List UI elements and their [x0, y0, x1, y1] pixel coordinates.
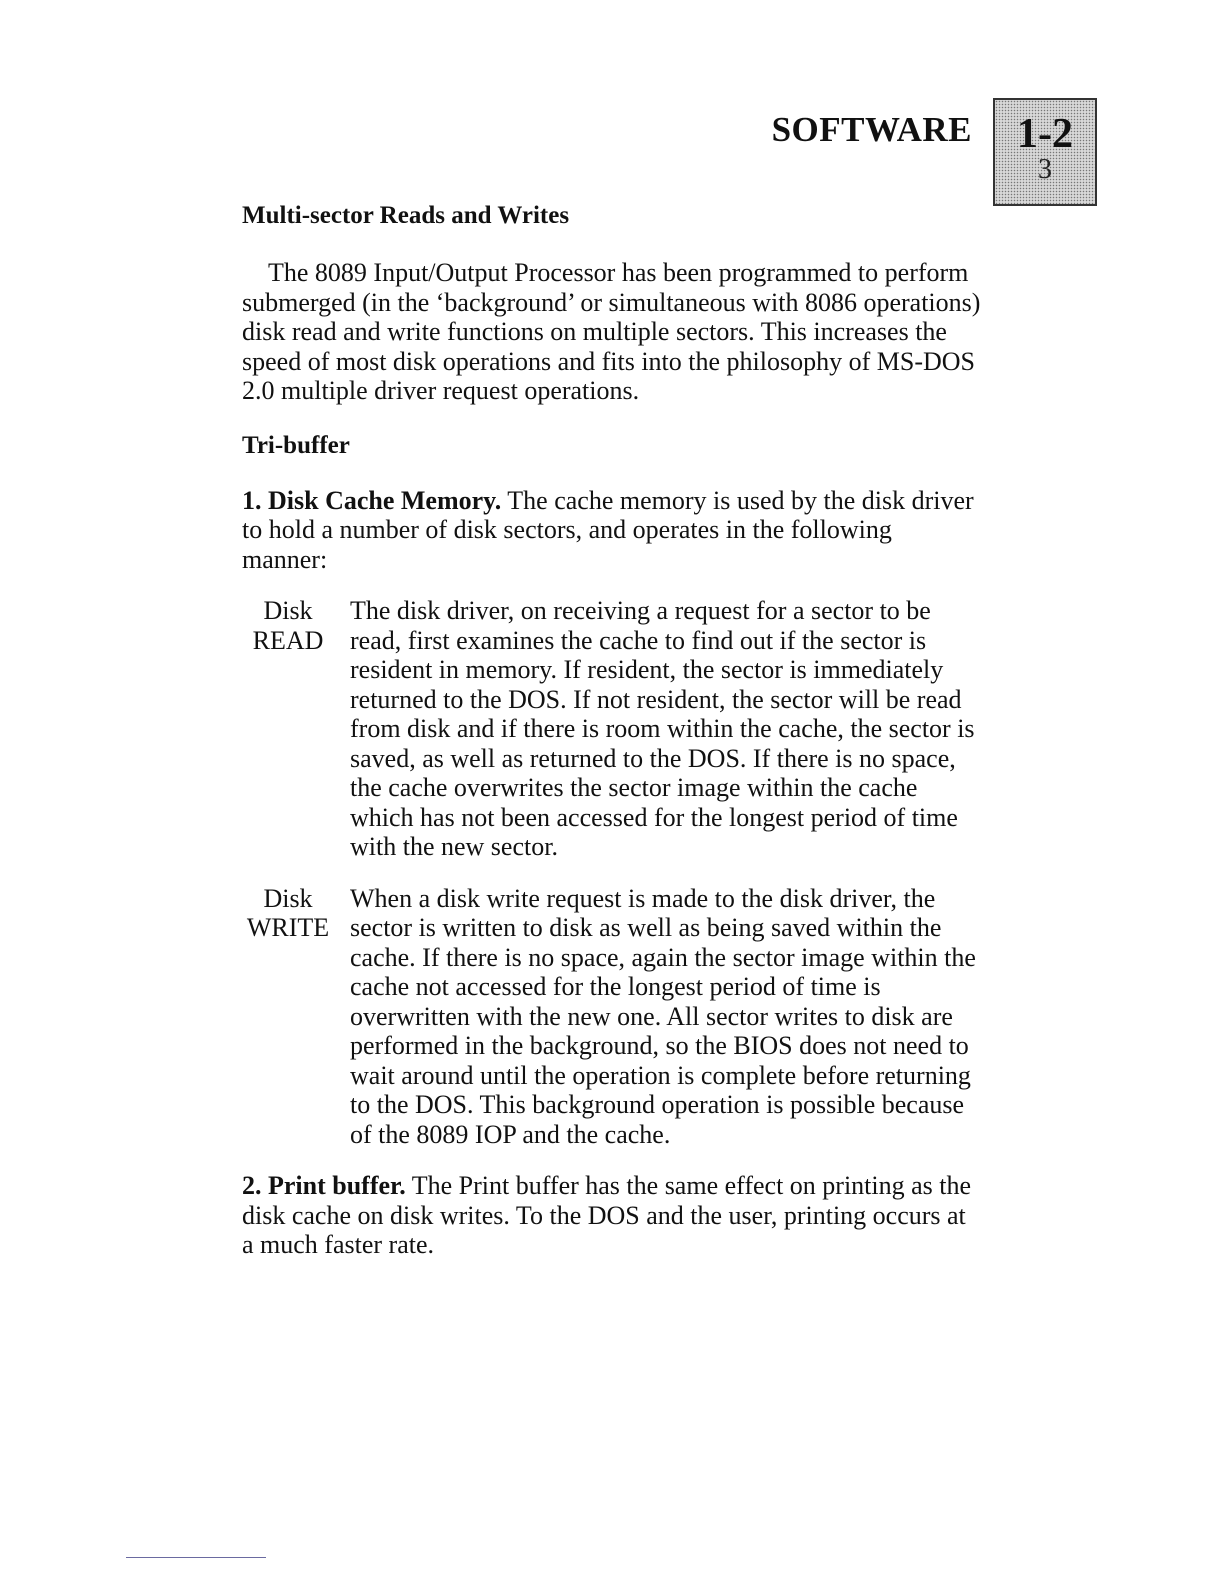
disk-cache-paragraph	[242, 486, 982, 575]
print-buffer-paragraph	[242, 1171, 982, 1260]
disk-write-definition	[242, 884, 982, 1150]
page-title: SOFTWARE	[771, 110, 972, 149]
print-buffer-lead: 2. Print buffer.	[242, 1171, 406, 1200]
disk-read-term-line-1: Disk	[263, 596, 313, 625]
section-tab	[993, 98, 1097, 206]
disk-read-definition	[242, 596, 982, 862]
section-tab-page-number: 3	[1038, 154, 1052, 185]
disk-cache-lead: 1. Disk Cache Memory.	[242, 485, 502, 515]
tri-buffer-heading: Tri-buffer	[242, 431, 350, 459]
disk-read-term-line-2: READ	[252, 625, 324, 655]
multi-sector-paragraph: The 8089 Input/Output Processor has been programmed to perform submerged (in the ‘background’ or simultaneous with 8086 operations) disk read and write functions on multiple sectors. This increases the speed of most disk operations and fits into the philosophy of MS-DOS 2.0 multiple driver request operations.	[242, 258, 981, 405]
disk-cache-body: The cache memory is used by the disk driver to hold a number of disk sectors, and operates in the following manner:	[242, 485, 974, 574]
section-tab-chapter: 1-2	[1017, 111, 1073, 157]
disk-write-term-line-2: WRITE	[246, 913, 330, 942]
print-buffer-body: The Print buffer has the same effect on printing as the disk cache on disk writes. To the DOS and the user, printing occurs at a much faster rate.	[242, 1171, 972, 1259]
disk-write-term-line-1: Disk	[263, 883, 313, 913]
disk-read-description: The disk driver, on receiving a request for a sector to be read, first examines the cache to find out if the sector is resident in memory. If resident, the sector is immediately returned to the DOS. If not resident, the sector will be read from disk and if there is room within the cache, the sector is saved, as well as returned to the DOS. If there is no space, the cache overwrites the sector image within the cache which has not been accessed for the longest period of time with the new sector.	[350, 596, 975, 861]
page-content	[242, 198, 982, 1260]
disk-write-description: When a disk write request is made to the disk driver, the sector is written to disk as well as being saved within the cache. If there is no space, again the sector image within the cache not accessed for the longest period of time is overwritten with the new one. All sector writes to disk are performed in the background, so the BIOS does not need to wait around until the operation is complete before returning to the DOS. This background operation is possible because of the 8089 IOP and the cache.	[350, 883, 976, 1149]
disk-write-term	[234, 884, 350, 1150]
footer-divider	[126, 1557, 266, 1558]
disk-read-term	[234, 596, 350, 862]
multi-sector-heading: Multi-sector Reads and Writes	[242, 202, 570, 229]
